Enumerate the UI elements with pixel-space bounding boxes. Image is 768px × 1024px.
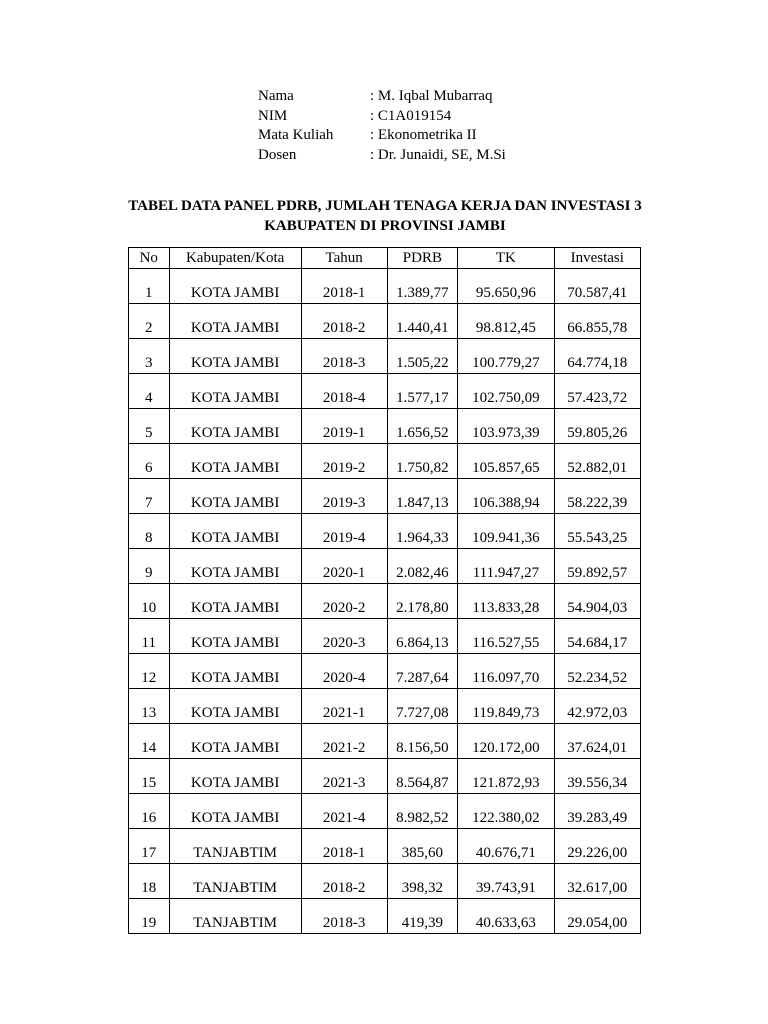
cell-kabupaten: KOTA JAMBI <box>169 409 301 444</box>
cell-kabupaten: KOTA JAMBI <box>169 479 301 514</box>
cell-pdrb: 6.864,13 <box>387 619 458 654</box>
cell-tk: 111.947,27 <box>458 549 554 584</box>
cell-investasi: 32.617,00 <box>554 864 640 899</box>
info-row-nama <box>258 87 506 107</box>
cell-tahun: 2018-3 <box>301 899 387 934</box>
cell-no: 13 <box>129 689 170 724</box>
cell-no: 6 <box>129 444 170 479</box>
info-value: : C1A019154 <box>370 107 452 124</box>
data-table <box>128 247 641 934</box>
cell-kabupaten: KOTA JAMBI <box>169 759 301 794</box>
table-row <box>129 689 641 724</box>
cell-investasi: 57.423,72 <box>554 374 640 409</box>
info-label: Mata Kuliah <box>258 127 334 143</box>
cell-tahun: 2020-1 <box>301 549 387 584</box>
cell-no: 16 <box>129 794 170 829</box>
cell-investasi: 29.226,00 <box>554 829 640 864</box>
cell-pdrb: 7.287,64 <box>387 654 458 689</box>
info-value: : Ekonometrika II <box>370 127 477 143</box>
cell-tk: 95.650,96 <box>458 269 554 304</box>
cell-pdrb: 1.389,77 <box>387 269 458 304</box>
cell-tahun: 2020-3 <box>301 619 387 654</box>
column-header-kabupaten: Kabupaten/Kota <box>169 248 301 269</box>
cell-pdrb: 2.178,80 <box>387 584 458 619</box>
cell-pdrb: 1.847,13 <box>387 479 458 514</box>
info-label: NIM <box>258 107 288 124</box>
table-row <box>129 374 641 409</box>
cell-investasi: 54.904,03 <box>554 584 640 619</box>
info-label: Dosen <box>258 146 297 163</box>
cell-tahun: 2019-1 <box>301 409 387 444</box>
cell-kabupaten: KOTA JAMBI <box>169 794 301 829</box>
cell-tk: 113.833,28 <box>458 584 554 619</box>
cell-pdrb: 1.656,52 <box>387 409 458 444</box>
table-row <box>129 304 641 339</box>
cell-kabupaten: TANJABTIM <box>169 829 301 864</box>
cell-investasi: 66.855,78 <box>554 304 640 339</box>
cell-investasi: 42.972,03 <box>554 689 640 724</box>
cell-tahun: 2020-4 <box>301 654 387 689</box>
cell-tahun: 2018-3 <box>301 339 387 374</box>
cell-tk: 100.779,27 <box>458 339 554 374</box>
cell-no: 5 <box>129 409 170 444</box>
column-header-pdrb: PDRB <box>387 248 458 269</box>
cell-tk: 102.750,09 <box>458 374 554 409</box>
cell-kabupaten: KOTA JAMBI <box>169 549 301 584</box>
table-row <box>129 724 641 759</box>
table-body <box>129 269 641 934</box>
cell-no: 4 <box>129 374 170 409</box>
cell-tk: 40.633,63 <box>458 899 554 934</box>
cell-tahun: 2021-2 <box>301 724 387 759</box>
cell-no: 10 <box>129 584 170 619</box>
cell-tahun: 2021-1 <box>301 689 387 724</box>
cell-kabupaten: KOTA JAMBI <box>169 724 301 759</box>
cell-no: 17 <box>129 829 170 864</box>
cell-investasi: 70.587,41 <box>554 269 640 304</box>
cell-tk: 121.872,93 <box>458 759 554 794</box>
cell-investasi: 29.054,00 <box>554 899 640 934</box>
table-row <box>129 409 641 444</box>
cell-kabupaten: KOTA JAMBI <box>169 584 301 619</box>
cell-investasi: 39.283,49 <box>554 794 640 829</box>
table-row <box>129 269 641 304</box>
cell-tahun: 2019-3 <box>301 479 387 514</box>
column-header-no: No <box>129 248 170 269</box>
cell-no: 19 <box>129 899 170 934</box>
table-row <box>129 794 641 829</box>
cell-no: 15 <box>129 759 170 794</box>
cell-kabupaten: KOTA JAMBI <box>169 304 301 339</box>
cell-kabupaten: KOTA JAMBI <box>169 689 301 724</box>
cell-investasi: 37.624,01 <box>554 724 640 759</box>
cell-pdrb: 1.440,41 <box>387 304 458 339</box>
cell-no: 9 <box>129 549 170 584</box>
cell-pdrb: 398,32 <box>387 864 458 899</box>
column-header-tk: TK <box>458 248 554 269</box>
cell-pdrb: 419,39 <box>387 899 458 934</box>
table-header-row <box>129 248 641 269</box>
cell-tk: 40.676,71 <box>458 829 554 864</box>
cell-investasi: 55.543,25 <box>554 514 640 549</box>
cell-tk: 116.097,70 <box>458 654 554 689</box>
cell-pdrb: 1.964,33 <box>387 514 458 549</box>
cell-no: 7 <box>129 479 170 514</box>
cell-kabupaten: KOTA JAMBI <box>169 619 301 654</box>
table-row <box>129 584 641 619</box>
cell-no: 11 <box>129 619 170 654</box>
info-label: Nama <box>258 88 294 104</box>
cell-investasi: 64.774,18 <box>554 339 640 374</box>
cell-tk: 103.973,39 <box>458 409 554 444</box>
cell-pdrb: 1.505,22 <box>387 339 458 374</box>
cell-tahun: 2018-2 <box>301 864 387 899</box>
cell-tk: 116.527,55 <box>458 619 554 654</box>
cell-tahun: 2021-4 <box>301 794 387 829</box>
cell-tahun: 2018-1 <box>301 829 387 864</box>
cell-tahun: 2018-1 <box>301 269 387 304</box>
cell-tk: 119.849,73 <box>458 689 554 724</box>
cell-kabupaten: KOTA JAMBI <box>169 269 301 304</box>
cell-tahun: 2018-4 <box>301 374 387 409</box>
cell-pdrb: 1.750,82 <box>387 444 458 479</box>
info-value: : M. Iqbal Mubarraq <box>370 88 493 104</box>
cell-pdrb: 8.156,50 <box>387 724 458 759</box>
cell-tahun: 2018-2 <box>301 304 387 339</box>
table-row <box>129 829 641 864</box>
column-header-tahun: Tahun <box>301 248 387 269</box>
cell-no: 14 <box>129 724 170 759</box>
cell-tk: 98.812,45 <box>458 304 554 339</box>
info-row-nim <box>258 107 506 127</box>
table-row <box>129 549 641 584</box>
table-row <box>129 759 641 794</box>
info-row-mata-kuliah <box>258 126 506 146</box>
cell-pdrb: 8.564,87 <box>387 759 458 794</box>
cell-investasi: 54.684,17 <box>554 619 640 654</box>
cell-pdrb: 385,60 <box>387 829 458 864</box>
table-title-line: TABEL DATA PANEL PDRB, JUMLAH TENAGA KERJA DAN INVESTASI 3 <box>128 198 642 214</box>
table-title-line: KABUPATEN DI PROVINSI JAMBI <box>264 218 506 234</box>
student-info <box>258 87 506 165</box>
table-row <box>129 339 641 374</box>
cell-tahun: 2020-2 <box>301 584 387 619</box>
table-row <box>129 514 641 549</box>
cell-no: 18 <box>129 864 170 899</box>
table-row <box>129 479 641 514</box>
cell-investasi: 52.882,01 <box>554 444 640 479</box>
cell-pdrb: 7.727,08 <box>387 689 458 724</box>
cell-tahun: 2019-4 <box>301 514 387 549</box>
cell-tk: 105.857,65 <box>458 444 554 479</box>
info-row-dosen <box>258 146 506 166</box>
cell-investasi: 39.556,34 <box>554 759 640 794</box>
cell-kabupaten: KOTA JAMBI <box>169 654 301 689</box>
cell-kabupaten: KOTA JAMBI <box>169 514 301 549</box>
cell-investasi: 52.234,52 <box>554 654 640 689</box>
cell-kabupaten: KOTA JAMBI <box>169 339 301 374</box>
cell-no: 8 <box>129 514 170 549</box>
table-title <box>100 196 670 236</box>
cell-investasi: 59.892,57 <box>554 549 640 584</box>
cell-pdrb: 1.577,17 <box>387 374 458 409</box>
cell-kabupaten: KOTA JAMBI <box>169 374 301 409</box>
cell-no: 12 <box>129 654 170 689</box>
info-value: : Dr. Junaidi, SE, M.Si <box>370 146 506 163</box>
table-row <box>129 864 641 899</box>
cell-no: 1 <box>129 269 170 304</box>
cell-tk: 39.743,91 <box>458 864 554 899</box>
cell-no: 3 <box>129 339 170 374</box>
cell-tk: 109.941,36 <box>458 514 554 549</box>
cell-tahun: 2021-3 <box>301 759 387 794</box>
cell-tahun: 2019-2 <box>301 444 387 479</box>
table-row <box>129 899 641 934</box>
cell-investasi: 58.222,39 <box>554 479 640 514</box>
cell-kabupaten: KOTA JAMBI <box>169 444 301 479</box>
table-row <box>129 654 641 689</box>
cell-tk: 106.388,94 <box>458 479 554 514</box>
cell-tk: 122.380,02 <box>458 794 554 829</box>
cell-pdrb: 2.082,46 <box>387 549 458 584</box>
cell-pdrb: 8.982,52 <box>387 794 458 829</box>
column-header-investasi: Investasi <box>554 248 640 269</box>
cell-investasi: 59.805,26 <box>554 409 640 444</box>
cell-kabupaten: TANJABTIM <box>169 899 301 934</box>
cell-no: 2 <box>129 304 170 339</box>
table-row <box>129 444 641 479</box>
cell-tk: 120.172,00 <box>458 724 554 759</box>
cell-kabupaten: TANJABTIM <box>169 864 301 899</box>
table-row <box>129 619 641 654</box>
